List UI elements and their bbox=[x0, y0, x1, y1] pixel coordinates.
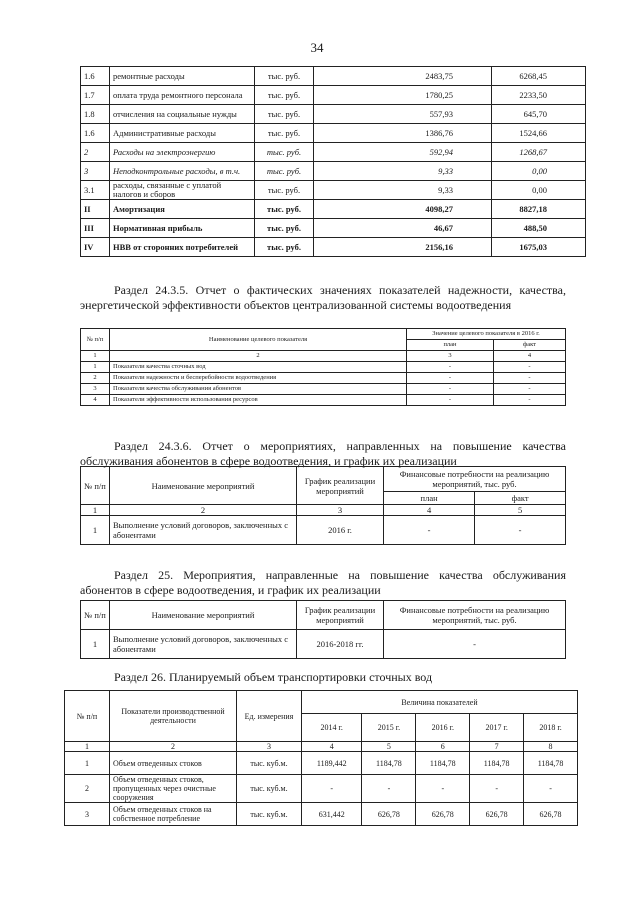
row-num: 1.8 bbox=[81, 105, 110, 124]
row-value-2: 0,00 bbox=[492, 181, 586, 200]
header-name: Наименование мероприятий bbox=[110, 601, 297, 630]
row-name: ремонтные расходы bbox=[110, 67, 255, 86]
row-name: Административные расходы bbox=[110, 124, 255, 143]
row-name: Показатели качества сточных вод bbox=[110, 362, 407, 373]
row-num: II bbox=[81, 200, 110, 219]
wastewater-volume-table bbox=[64, 690, 578, 826]
measures-report-table bbox=[80, 466, 566, 545]
table-row bbox=[81, 384, 566, 395]
header-name: Показатели производственной деятельности bbox=[110, 691, 237, 742]
row-unit: тыс. руб. bbox=[255, 143, 314, 162]
row-unit: тыс. руб. bbox=[255, 238, 314, 257]
header-year: 2018 г. bbox=[524, 714, 578, 742]
section-25-title: Раздел 25. Мероприятия, направленные на повышение качества обслуживания абонентов в сфере водоотведения, и график их реализации bbox=[80, 568, 566, 597]
row-unit: тыс. руб. bbox=[255, 105, 314, 124]
table-row bbox=[81, 143, 586, 162]
row-value-2: 6268,45 bbox=[492, 67, 586, 86]
row-value-1: 4098,27 bbox=[314, 200, 492, 219]
row-value: 1184,78 bbox=[362, 752, 416, 775]
table-row bbox=[81, 238, 586, 257]
index-cell: 2 bbox=[110, 505, 297, 516]
row-fact: - bbox=[475, 516, 566, 545]
index-cell: 1 bbox=[81, 505, 110, 516]
header-name: Наименование целевого показателя bbox=[110, 329, 407, 351]
row-unit: тыс. руб. bbox=[255, 219, 314, 238]
row-finance: - bbox=[384, 630, 566, 659]
header-value: Величина показателей bbox=[302, 691, 578, 714]
row-value: - bbox=[416, 775, 470, 803]
index-cell: 3 bbox=[407, 351, 494, 362]
row-value-1: 46,67 bbox=[314, 219, 492, 238]
header-num: № п/п bbox=[81, 601, 110, 630]
row-fact: - bbox=[494, 362, 566, 373]
row-num: 1.7 bbox=[81, 86, 110, 105]
row-value-1: 592,94 bbox=[314, 143, 492, 162]
header-plan: план bbox=[384, 492, 475, 505]
row-value-1: 9,33 bbox=[314, 162, 492, 181]
row-unit: тыс. руб. bbox=[255, 200, 314, 219]
table-row bbox=[81, 200, 586, 219]
index-cell: 4 bbox=[494, 351, 566, 362]
row-num: 3 bbox=[81, 384, 110, 395]
header-value: Значение целевого показателя в 2016 г. bbox=[407, 329, 566, 340]
row-num: 3.1 bbox=[81, 181, 110, 200]
header-name: Наименование мероприятий bbox=[110, 467, 297, 505]
row-value-1: 2483,75 bbox=[314, 67, 492, 86]
row-value: - bbox=[302, 775, 362, 803]
row-name: Выполнение условий договоров, заключенных с абонентами bbox=[110, 516, 297, 545]
section-24-3-6-title: Раздел 24.3.6. Отчет о мероприятиях, направленных на повышение качества обслуживания абонентов в сфере водоотведения, и график их реализации bbox=[80, 439, 566, 468]
cost-table bbox=[80, 66, 586, 257]
row-value: - bbox=[524, 775, 578, 803]
header-year: 2014 г. bbox=[302, 714, 362, 742]
row-num: 3 bbox=[81, 162, 110, 181]
header-num: № п/п bbox=[81, 329, 110, 351]
index-cell: 7 bbox=[470, 742, 524, 752]
row-num: 2 bbox=[81, 373, 110, 384]
header-year: 2015 г. bbox=[362, 714, 416, 742]
row-num: III bbox=[81, 219, 110, 238]
row-value: 626,78 bbox=[416, 803, 470, 826]
row-value-1: 557,93 bbox=[314, 105, 492, 124]
header-finance: Финансовые потребности на реализацию мероприятий, тыс. руб. bbox=[384, 601, 566, 630]
row-value: 631,442 bbox=[302, 803, 362, 826]
table-row bbox=[81, 219, 586, 238]
table-row bbox=[81, 362, 566, 373]
row-num: IV bbox=[81, 238, 110, 257]
index-cell: 3 bbox=[237, 742, 302, 752]
row-value: - bbox=[470, 775, 524, 803]
row-value: - bbox=[362, 775, 416, 803]
row-value: 626,78 bbox=[524, 803, 578, 826]
row-value-2: 2233,50 bbox=[492, 86, 586, 105]
row-value: 1189,442 bbox=[302, 752, 362, 775]
index-cell: 4 bbox=[384, 505, 475, 516]
row-unit: тыс. куб.м. bbox=[237, 775, 302, 803]
header-num: № п/п bbox=[65, 691, 110, 742]
row-name: расходы, связанные с уплатой налогов и сборов bbox=[110, 181, 255, 200]
row-num: 1 bbox=[65, 752, 110, 775]
row-unit: тыс. руб. bbox=[255, 124, 314, 143]
table-row bbox=[65, 752, 578, 775]
row-value-2: 645,70 bbox=[492, 105, 586, 124]
index-cell: 3 bbox=[297, 505, 384, 516]
header-year: 2016 г. bbox=[416, 714, 470, 742]
index-cell: 2 bbox=[110, 742, 237, 752]
header-schedule: График реализации мероприятий bbox=[297, 467, 384, 505]
index-cell: 5 bbox=[362, 742, 416, 752]
header-finance: Финансовые потребности на реализацию мероприятий, тыс. руб. bbox=[384, 467, 566, 492]
row-value-2: 1524,66 bbox=[492, 124, 586, 143]
section-26-title: Раздел 26. Планируемый объем транспортировки сточных вод bbox=[114, 670, 433, 684]
table-row bbox=[81, 105, 586, 124]
index-cell: 6 bbox=[416, 742, 470, 752]
row-value: 626,78 bbox=[362, 803, 416, 826]
index-cell: 8 bbox=[524, 742, 578, 752]
header-schedule: График реализации мероприятий bbox=[297, 601, 384, 630]
row-num: 2 bbox=[81, 143, 110, 162]
row-name: Амортизация bbox=[110, 200, 255, 219]
row-fact: - bbox=[494, 384, 566, 395]
row-value: 1184,78 bbox=[416, 752, 470, 775]
row-value-2: 488,50 bbox=[492, 219, 586, 238]
row-unit: тыс. куб.м. bbox=[237, 803, 302, 826]
index-cell: 1 bbox=[65, 742, 110, 752]
row-schedule: 2016 г. bbox=[297, 516, 384, 545]
row-fact: - bbox=[494, 395, 566, 406]
row-name: Объем отведенных стоков bbox=[110, 752, 237, 775]
row-value-1: 2156,16 bbox=[314, 238, 492, 257]
row-name: Показатели эффективности использования ресурсов bbox=[110, 395, 407, 406]
row-name: Объем отведенных стоков на собственное потребление bbox=[110, 803, 237, 826]
header-unit: Ед. измерения bbox=[237, 691, 302, 742]
row-name: Нормативная прибыль bbox=[110, 219, 255, 238]
header-year: 2017 г. bbox=[470, 714, 524, 742]
header-fact: факт bbox=[475, 492, 566, 505]
row-schedule: 2016-2018 гг. bbox=[297, 630, 384, 659]
row-num: 1.6 bbox=[81, 124, 110, 143]
row-value-1: 9,33 bbox=[314, 181, 492, 200]
row-num: 3 bbox=[65, 803, 110, 826]
row-value-2: 8827,18 bbox=[492, 200, 586, 219]
planned-measures-table bbox=[80, 600, 566, 659]
row-value-2: 1268,67 bbox=[492, 143, 586, 162]
page-number: 34 bbox=[310, 40, 324, 55]
row-value-2: 1675,03 bbox=[492, 238, 586, 257]
reliability-indicators-table bbox=[80, 328, 566, 406]
row-plan: - bbox=[407, 373, 494, 384]
row-num: 4 bbox=[81, 395, 110, 406]
row-unit: тыс. руб. bbox=[255, 86, 314, 105]
row-name: Расходы на электроэнергию bbox=[110, 143, 255, 162]
row-num: 2 bbox=[65, 775, 110, 803]
table-row bbox=[65, 775, 578, 803]
row-num: 1 bbox=[81, 362, 110, 373]
row-plan: - bbox=[407, 395, 494, 406]
index-cell: 5 bbox=[475, 505, 566, 516]
row-value: 626,78 bbox=[470, 803, 524, 826]
row-name: Показатели качества обслуживания абонентов bbox=[110, 384, 407, 395]
row-value: 1184,78 bbox=[470, 752, 524, 775]
index-cell: 1 bbox=[81, 351, 110, 362]
row-value: 1184,78 bbox=[524, 752, 578, 775]
header-plan: план bbox=[407, 340, 494, 351]
table-row bbox=[81, 181, 586, 200]
row-name: Показатели надежности и бесперебойности водоотведения bbox=[110, 373, 407, 384]
row-num: 1 bbox=[81, 516, 110, 545]
row-num: 1 bbox=[81, 630, 110, 659]
row-unit: тыс. руб. bbox=[255, 162, 314, 181]
row-unit: тыс. куб.м. bbox=[237, 752, 302, 775]
row-value-2: 0,00 bbox=[492, 162, 586, 181]
table-row bbox=[65, 803, 578, 826]
section-24-3-5-title: Раздел 24.3.5. Отчет о фактических значениях показателей надежности, качества, энергетической эффективности объектов централизованной системы водоотведения bbox=[80, 283, 566, 312]
row-unit: тыс. руб. bbox=[255, 67, 314, 86]
row-fact: - bbox=[494, 373, 566, 384]
row-plan: - bbox=[407, 384, 494, 395]
row-name: Неподконтрольные расходы, в т.ч. bbox=[110, 162, 255, 181]
row-name: Выполнение условий договоров, заключенных с абонентами bbox=[110, 630, 297, 659]
index-cell: 4 bbox=[302, 742, 362, 752]
row-name: отчисления на социальные нужды bbox=[110, 105, 255, 124]
row-value-1: 1386,76 bbox=[314, 124, 492, 143]
table-row bbox=[81, 124, 586, 143]
row-value-1: 1780,25 bbox=[314, 86, 492, 105]
row-plan: - bbox=[384, 516, 475, 545]
table-row bbox=[81, 373, 566, 384]
table-row bbox=[81, 86, 586, 105]
row-name: НВВ от сторонних потребителей bbox=[110, 238, 255, 257]
index-cell: 2 bbox=[110, 351, 407, 362]
row-num: 1.6 bbox=[81, 67, 110, 86]
row-plan: - bbox=[407, 362, 494, 373]
row-name: оплата труда ремонтного персонала bbox=[110, 86, 255, 105]
row-name: Объем отведенных стоков, пропущенных через очистные сооружения bbox=[110, 775, 237, 803]
row-unit: тыс. руб. bbox=[255, 181, 314, 200]
table-row bbox=[81, 395, 566, 406]
header-num: № п/п bbox=[81, 467, 110, 505]
table-row bbox=[81, 162, 586, 181]
header-fact: факт bbox=[494, 340, 566, 351]
table-row bbox=[81, 67, 586, 86]
